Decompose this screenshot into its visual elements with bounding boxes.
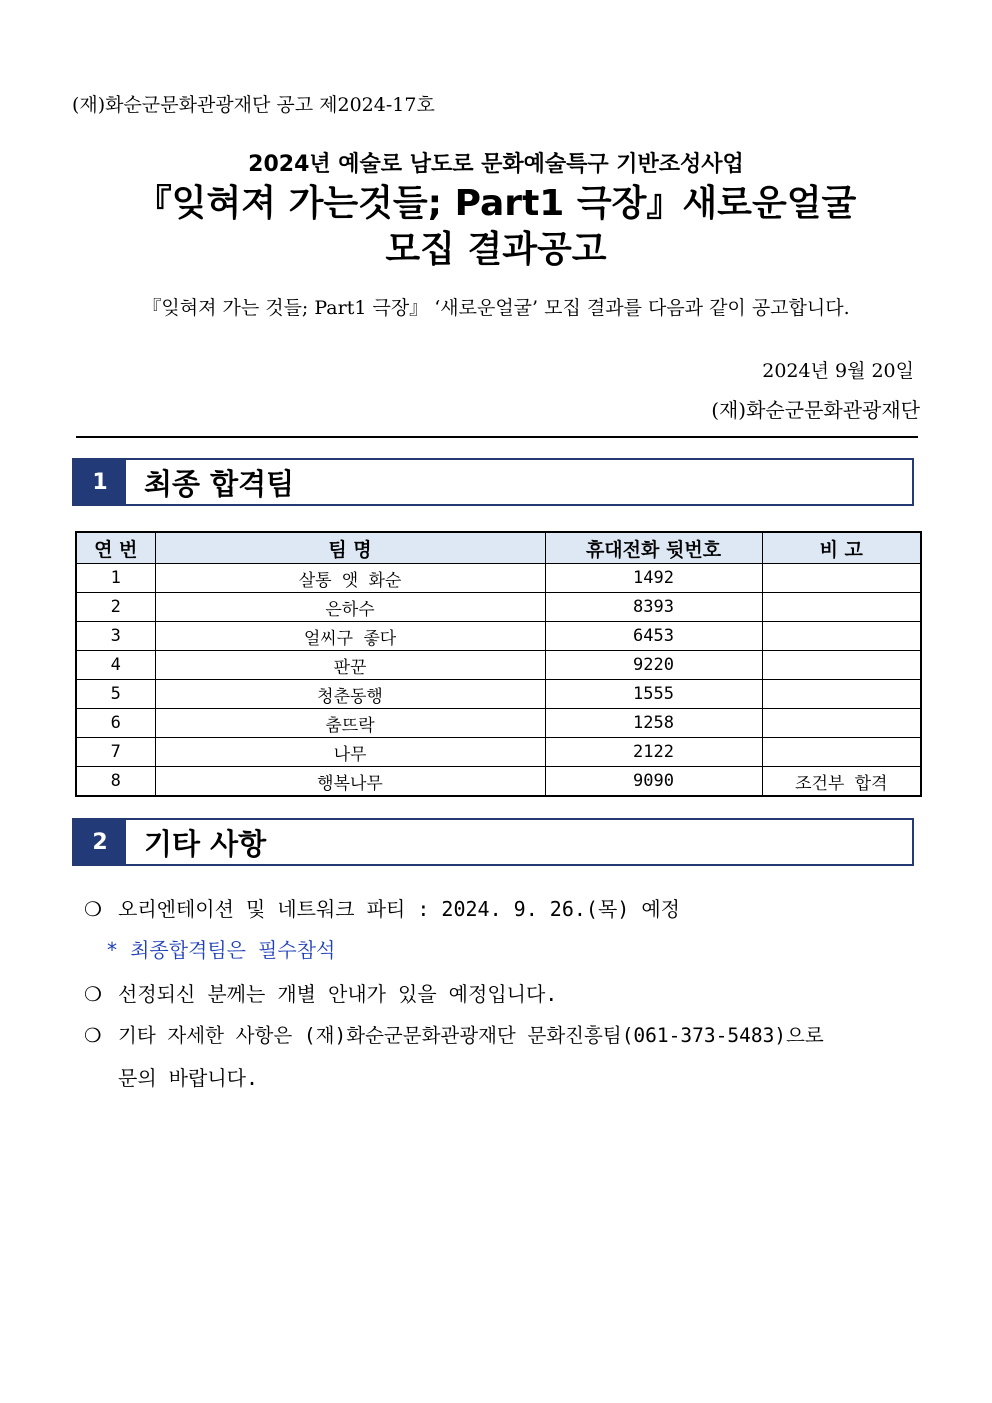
info-item-notification [84, 978, 557, 1007]
column-header-number: 연 번 [76, 532, 155, 564]
section-header-other-matters [72, 818, 914, 866]
cell-phone: 8393 [545, 593, 762, 622]
column-header-team-name: 팀 명 [155, 532, 545, 564]
cell-team-name: 은하수 [155, 593, 545, 622]
table-row [76, 767, 921, 797]
attendance-note: * 최종합격팀은 필수참석 [106, 938, 336, 962]
intro-text: 『잊혀져 가는 것들; Part1 극장』 ‘새로운얼굴’ 모집 결과를 다음과 같이 공고합니다. [142, 297, 850, 319]
cell-team-name: 얼씨구 좋다 [155, 622, 545, 651]
cell-phone: 9090 [545, 767, 762, 797]
notice-date: 2024년 9월 20일 [762, 360, 914, 382]
cell-note [762, 622, 921, 651]
table-row [76, 738, 921, 767]
cell-phone: 2122 [545, 738, 762, 767]
cell-phone: 1555 [545, 680, 762, 709]
info-item-text: 오리엔테이션 및 네트워크 파티 : 2024. 9. 26.(목) 예정 [118, 897, 680, 921]
section-header-final-teams [72, 458, 914, 506]
cell-phone: 1492 [545, 564, 762, 593]
table-row [76, 680, 921, 709]
cell-note: 조건부 합격 [762, 767, 921, 797]
info-item-text: 선정되신 분께는 개별 안내가 있을 예정입니다. [118, 982, 558, 1006]
cell-number: 6 [76, 709, 155, 738]
cell-number: 7 [76, 738, 155, 767]
table-row [76, 564, 921, 593]
cell-phone: 1258 [545, 709, 762, 738]
cell-team-name: 행복나무 [155, 767, 545, 797]
table-row [76, 622, 921, 651]
cell-team-name: 춤뜨락 [155, 709, 545, 738]
cell-phone: 6453 [545, 622, 762, 651]
main-title-line-2: 모집 결과공고 [385, 229, 607, 270]
circle-bullet-icon: ❍ [84, 897, 102, 921]
cell-number: 5 [76, 680, 155, 709]
results-table [75, 531, 922, 797]
subtitle: 2024년 예술로 남도로 문화예술특구 기반조성사업 [248, 152, 744, 177]
column-header-phone: 휴대전화 뒷번호 [545, 532, 762, 564]
info-item-orientation [84, 893, 680, 922]
table-row [76, 593, 921, 622]
cell-note [762, 709, 921, 738]
cell-number: 1 [76, 564, 155, 593]
table-row [76, 709, 921, 738]
cell-note [762, 593, 921, 622]
section-number: 2 [74, 820, 126, 864]
notice-number: (재)화순군문화관광재단 공고 제2024-17호 [72, 94, 435, 116]
section-number: 1 [74, 460, 126, 504]
section-title: 최종 합격팀 [144, 466, 295, 501]
circle-bullet-icon: ❍ [84, 982, 102, 1006]
cell-team-name: 살통 앳 화순 [155, 564, 545, 593]
info-item-text: 기타 자세한 사항은 (재)화순군문화관광재단 문화진흥팀(061-373-5483)으로 [118, 1024, 824, 1047]
cell-note [762, 564, 921, 593]
info-item-contact [84, 1020, 824, 1048]
main-title-line-1: 『잊혀져 가는것들; Part1 극장』새로운얼굴 [135, 183, 857, 224]
organization-name: (재)화순군문화관광재단 [711, 398, 920, 422]
cell-number: 8 [76, 767, 155, 797]
cell-number: 3 [76, 622, 155, 651]
cell-number: 4 [76, 651, 155, 680]
cell-phone: 9220 [545, 651, 762, 680]
table-row [76, 651, 921, 680]
cell-note [762, 738, 921, 767]
circle-bullet-icon: ❍ [84, 1024, 102, 1047]
cell-team-name: 나무 [155, 738, 545, 767]
table-header-row [76, 532, 921, 564]
cell-team-name: 청춘동행 [155, 680, 545, 709]
section-title: 기타 사항 [144, 826, 267, 861]
info-item-contact-continuation: 문의 바랍니다. [118, 1066, 259, 1090]
cell-team-name: 판꾼 [155, 651, 545, 680]
cell-number: 2 [76, 593, 155, 622]
header-divider [76, 436, 918, 438]
cell-note [762, 680, 921, 709]
cell-note [762, 651, 921, 680]
column-header-note: 비 고 [762, 532, 921, 564]
